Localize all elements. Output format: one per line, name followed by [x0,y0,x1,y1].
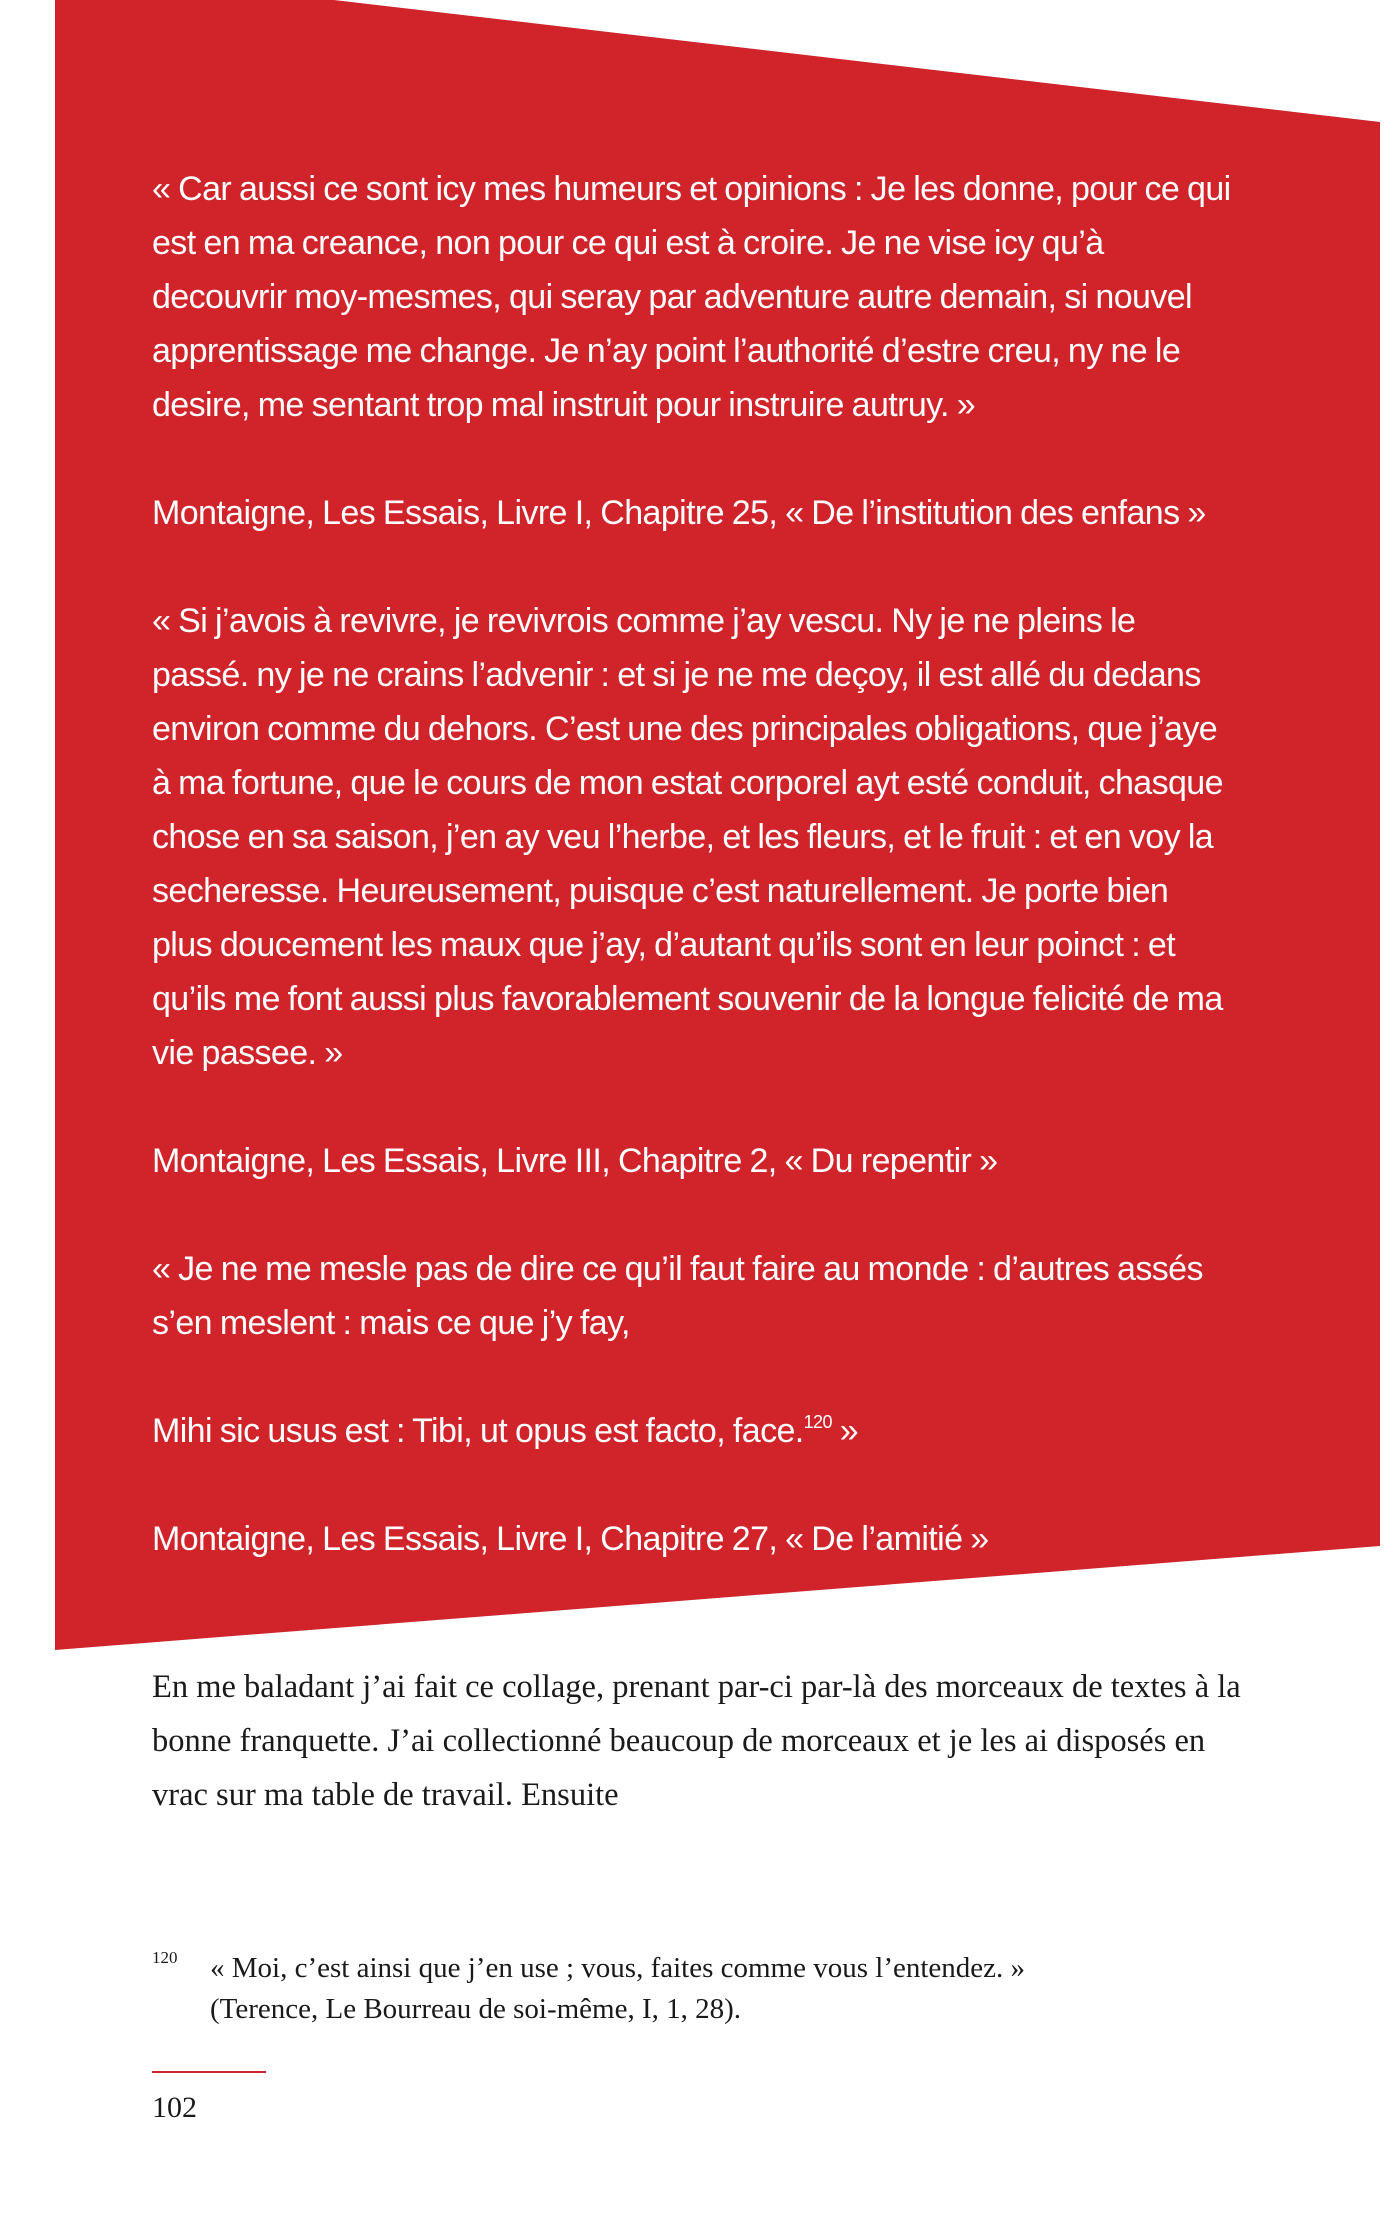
footnote-text [210,1948,1262,2030]
quote-1-source: Montaigne, Les Essais, Livre I, Chapitre 25, « De l’institution des enfans » [152,494,1206,532]
quote-3-source: Montaigne, Les Essais, Livre I, Chapitre 27, « De l’amitié » [152,1520,989,1558]
quote-2-source: Montaigne, Les Essais, Livre III, Chapitre 2, « Du repentir » [152,1142,998,1180]
footnote-line-2: (Terence, Le Bourreau de soi-même, I, 1, 28). [210,1993,742,2025]
footnote-line-1: « Moi, c’est ainsi que j’en use ; vous, faites comme vous l’entendez. » [210,1952,1026,1984]
quote-3-text: « Je ne me mesle pas de dire ce qu’il faut faire au monde : d’autres assés s’en meslent : mais ce que j’y fay, [152,1250,1203,1342]
quote-3-latin [152,1404,1232,1458]
footnote [152,1948,1262,2030]
quotes-block [152,162,1232,1566]
footnote-number: 120 [152,1948,178,1967]
page-number: 102 [152,2091,197,2124]
page-number-rule [152,2071,266,2073]
latin-closing-quote: » [831,1412,859,1450]
latin-verse: Mihi sic usus est : Tibi, ut opus est facto, face. [152,1412,804,1450]
body-paragraph [152,1660,1262,1822]
body-text: En me baladant j’ai fait ce collage, prenant par-ci par-là des morceaux de textes à la bonne franquette. J’ai collectionné beaucoup de morceaux et je les ai disposés en vrac sur ma table de travail. Ensuite [152,1669,1241,1813]
quote-2-text: « Si j’avois à revivre, je revivrois comme j’ay vescu. Ny je ne pleins le passé. ny je ne crains l’advenir : et si je ne me deçoy, il est allé du dedans environ comme du dehors. C’est une des principales obligations, que j’aye à ma fortune, que le cours de mon estat corporel ayt esté conduit, chasque chose en sa saison, j’en ay veu l’herbe, et les fleurs, et le fruit : et en voy la secheresse. Heureusement, puisque c’est naturellement. Je porte bien plus doucement les maux que j’ay, d’autant qu’ils sont en leur poinct : et qu’ils me font aussi plus favorablement souvenir de la longue felicité de ma vie passee. » [152,602,1223,1072]
footnote-reference[interactable]: 120 [803,1412,832,1432]
quote-1-text: « Car aussi ce sont icy mes humeurs et opinions : Je les donne, pour ce qui est en ma creance, non pour ce qui est à croire. Je ne vise icy qu’à decouvrir moy-mesmes, qui seray par adventure autre demain, si nouvel apprentissage me change. Je n’ay point l’authorité d’estre creu, ny ne le desire, me sentant trop mal instruit pour instruire autruy. » [152,170,1231,424]
